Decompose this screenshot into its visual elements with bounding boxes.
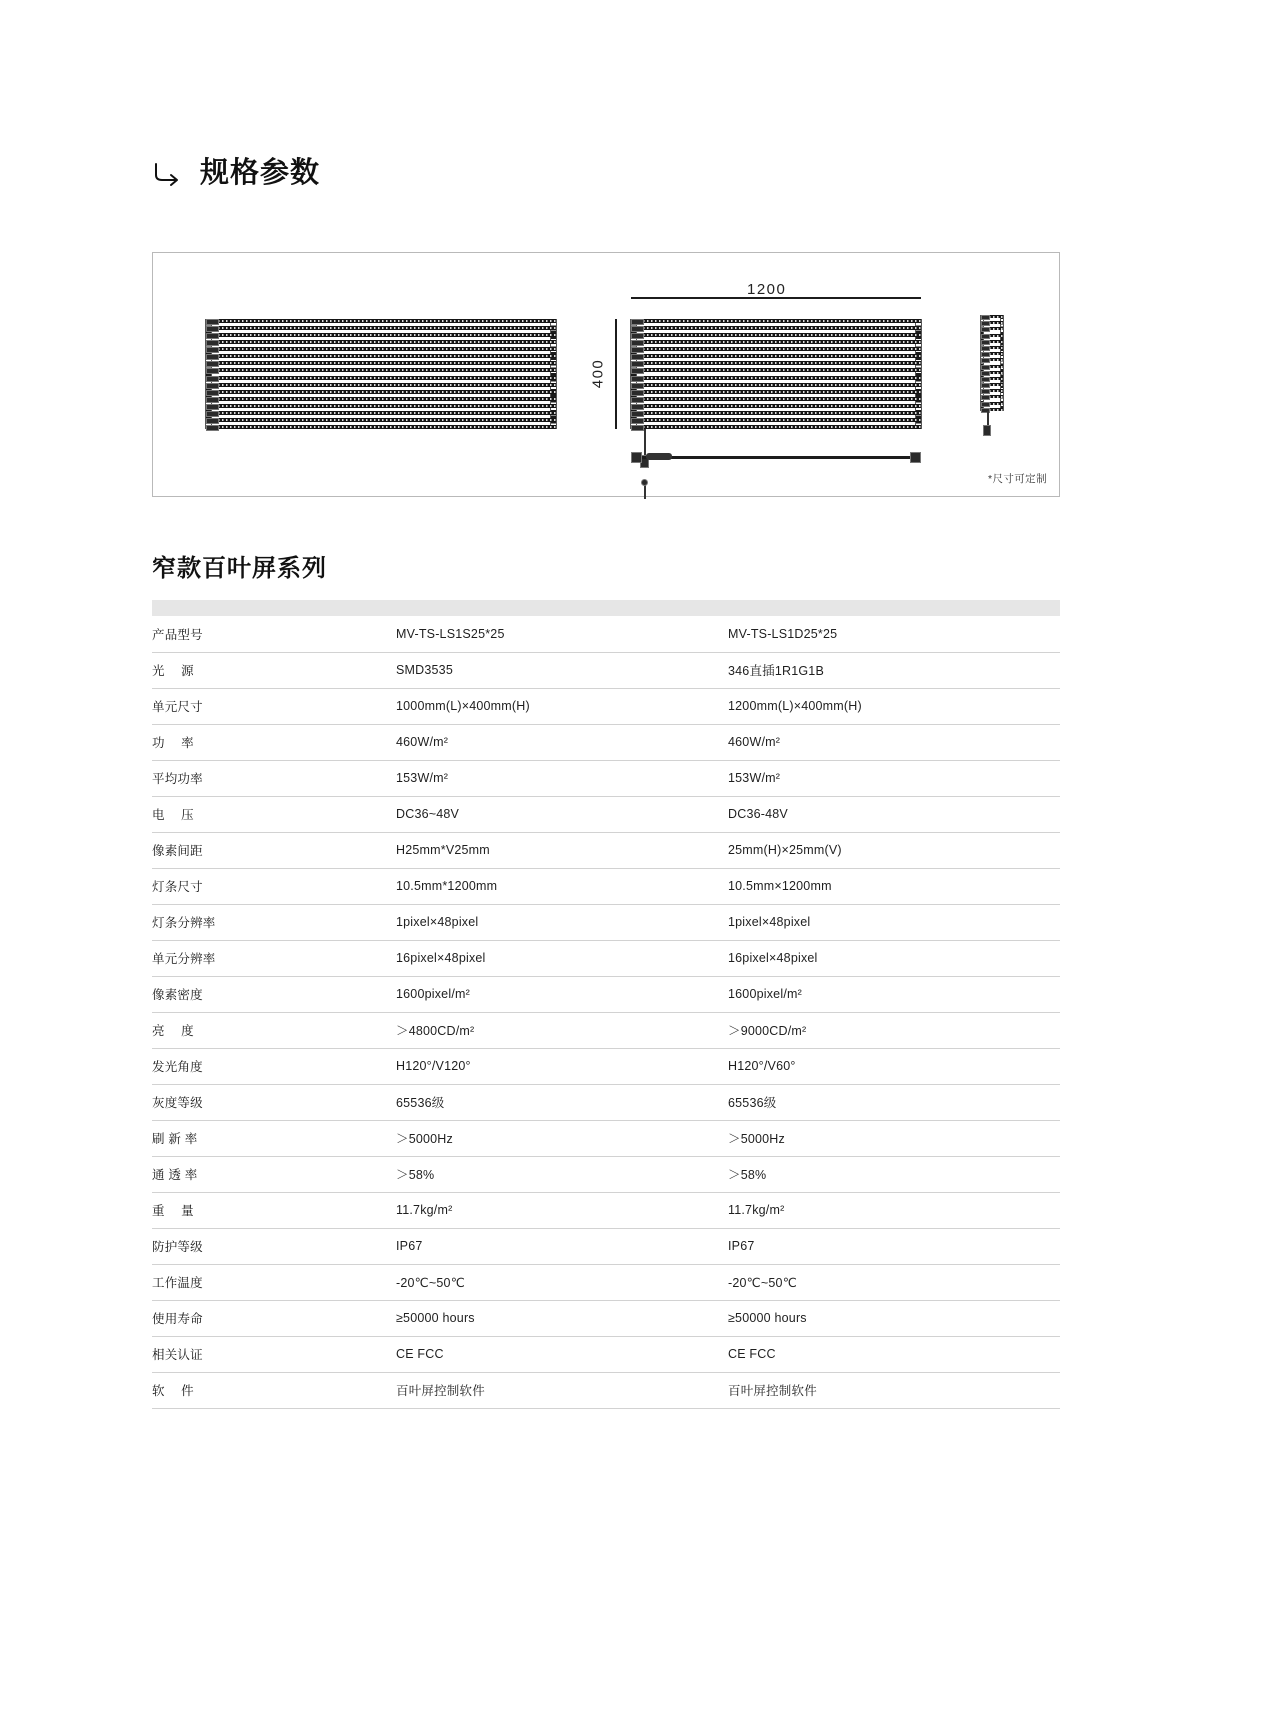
- table-row: [152, 1372, 1060, 1408]
- table-row: [152, 1264, 1060, 1300]
- row-value-model-a: ＞5000Hz: [396, 1120, 728, 1156]
- mounting-rail: [633, 456, 921, 459]
- led-strip: [631, 411, 921, 415]
- row-label: 发光角度: [152, 1048, 396, 1084]
- led-strip: [981, 358, 1003, 361]
- table-row: [152, 940, 1060, 976]
- led-strip: [206, 404, 556, 408]
- led-strip: [981, 371, 1003, 374]
- led-strip: [206, 418, 556, 422]
- row-label: 相关认证: [152, 1336, 396, 1372]
- row-label: 工作温度: [152, 1264, 396, 1300]
- row-label: 光 源: [152, 652, 396, 688]
- table-row: [152, 868, 1060, 904]
- table-row: [152, 1228, 1060, 1264]
- table-row: [152, 1300, 1060, 1336]
- led-strip: [631, 319, 921, 323]
- louver-panel-side-view: [981, 315, 1003, 411]
- led-strip: [631, 347, 921, 351]
- led-strip: [981, 340, 1003, 343]
- table-row: [152, 976, 1060, 1012]
- row-label: 像素密度: [152, 976, 396, 1012]
- row-value-model-b: ＞5000Hz: [728, 1120, 1060, 1156]
- led-strip: [631, 390, 921, 394]
- row-value-model-b: 10.5mm×1200mm: [728, 868, 1060, 904]
- row-value-model-a: 百叶屏控制软件: [396, 1372, 728, 1408]
- row-label: 通 透 率: [152, 1156, 396, 1192]
- row-label: 功 率: [152, 724, 396, 760]
- rail-cable: [646, 453, 672, 460]
- row-value-model-b: ≥50000 hours: [728, 1300, 1060, 1336]
- table-row: [152, 1048, 1060, 1084]
- row-value-model-b: MV-TS-LS1D25*25: [728, 616, 1060, 652]
- table-row: [152, 904, 1060, 940]
- led-strip: [206, 425, 556, 429]
- row-value-model-b: 346直插1R1G1B: [728, 652, 1060, 688]
- table-row: [152, 652, 1060, 688]
- row-value-model-b: 16pixel×48pixel: [728, 940, 1060, 976]
- led-strip: [981, 395, 1003, 398]
- side-view-connector: [983, 425, 991, 436]
- row-value-model-a: 1600pixel/m²: [396, 976, 728, 1012]
- row-value-model-a: MV-TS-LS1S25*25: [396, 616, 728, 652]
- led-strip: [631, 383, 921, 387]
- row-value-model-b: -20℃~50℃: [728, 1264, 1060, 1300]
- row-label: 刷 新 率: [152, 1120, 396, 1156]
- led-strip: [631, 397, 921, 401]
- led-strip: [981, 383, 1003, 386]
- row-label: 灯条尺寸: [152, 868, 396, 904]
- page-header: [152, 158, 320, 188]
- specification-table: [152, 600, 1060, 1409]
- row-value-model-a: DC36~48V: [396, 796, 728, 832]
- row-value-model-a: 1000mm(L)×400mm(H): [396, 688, 728, 724]
- row-value-model-b: 百叶屏控制软件: [728, 1372, 1060, 1408]
- row-value-model-b: 25mm(H)×25mm(V): [728, 832, 1060, 868]
- row-value-model-b: 153W/m²: [728, 760, 1060, 796]
- led-strip: [206, 333, 556, 337]
- dimension-line-height: [615, 319, 617, 429]
- customizable-size-note: *尺寸可定制: [988, 473, 1047, 485]
- table-row: [152, 724, 1060, 760]
- rail-endcap-left: [631, 452, 642, 463]
- table-row: [152, 1012, 1060, 1048]
- dimension-label-height: 400: [589, 358, 607, 389]
- row-value-model-b: H120°/V60°: [728, 1048, 1060, 1084]
- led-strip: [631, 376, 921, 380]
- row-value-model-a: 10.5mm*1200mm: [396, 868, 728, 904]
- table-row: [152, 1336, 1060, 1372]
- row-value-model-a: ＞58%: [396, 1156, 728, 1192]
- led-strip: [981, 365, 1003, 368]
- row-label: 亮 度: [152, 1012, 396, 1048]
- cable-connector-2: [641, 479, 648, 486]
- series-title: 窄款百叶屏系列: [152, 555, 327, 582]
- row-value-model-a: 1pixel×48pixel: [396, 904, 728, 940]
- row-value-model-b: 460W/m²: [728, 724, 1060, 760]
- louver-panel-center-view: [631, 319, 921, 429]
- row-value-model-a: 65536级: [396, 1084, 728, 1120]
- row-label: 重 量: [152, 1192, 396, 1228]
- led-strip: [981, 352, 1003, 355]
- row-label: 使用寿命: [152, 1300, 396, 1336]
- table-row: [152, 1192, 1060, 1228]
- louver-panel-left-view: [206, 319, 556, 429]
- row-value-model-b: IP67: [728, 1228, 1060, 1264]
- product-diagram-panel: [152, 252, 1060, 497]
- led-strip: [206, 361, 556, 365]
- row-value-model-a: SMD3535: [396, 652, 728, 688]
- row-value-model-b: ＞58%: [728, 1156, 1060, 1192]
- led-strip: [206, 347, 556, 351]
- led-strip: [981, 389, 1003, 392]
- led-strip: [206, 319, 556, 323]
- row-value-model-b: ＞9000CD/m²: [728, 1012, 1060, 1048]
- row-value-model-b: 11.7kg/m²: [728, 1192, 1060, 1228]
- power-cable-vertical: [644, 429, 646, 457]
- row-value-model-a: CE FCC: [396, 1336, 728, 1372]
- row-value-model-b: 1600pixel/m²: [728, 976, 1060, 1012]
- led-strip: [981, 334, 1003, 337]
- table-header-cell-label: [152, 600, 396, 616]
- row-value-model-b: CE FCC: [728, 1336, 1060, 1372]
- led-strip: [981, 327, 1003, 330]
- row-value-model-a: -20℃~50℃: [396, 1264, 728, 1300]
- led-strip: [981, 315, 1003, 318]
- row-value-model-a: IP67: [396, 1228, 728, 1264]
- table-header-row: [152, 600, 1060, 616]
- row-label: 防护等级: [152, 1228, 396, 1264]
- led-strip: [981, 377, 1003, 380]
- led-strip: [631, 326, 921, 330]
- table-body: [152, 616, 1060, 1408]
- led-strip: [981, 408, 1003, 411]
- row-label: 产品型号: [152, 616, 396, 652]
- table-header-cell-model-b: [728, 600, 1060, 616]
- led-strip: [206, 397, 556, 401]
- row-value-model-b: DC36-48V: [728, 796, 1060, 832]
- row-value-model-a: 153W/m²: [396, 760, 728, 796]
- row-label: 灰度等级: [152, 1084, 396, 1120]
- dimension-label-width: 1200: [747, 281, 787, 298]
- led-strip: [206, 376, 556, 380]
- row-label: 单元尺寸: [152, 688, 396, 724]
- led-strip: [981, 402, 1003, 405]
- led-strip: [631, 361, 921, 365]
- row-value-model-a: H25mm*V25mm: [396, 832, 728, 868]
- led-strip: [206, 354, 556, 358]
- table-row: [152, 796, 1060, 832]
- led-strip: [206, 390, 556, 394]
- led-strip: [631, 404, 921, 408]
- led-strip: [206, 383, 556, 387]
- table-header: [152, 600, 1060, 616]
- led-strip: [631, 418, 921, 422]
- row-label: 像素间距: [152, 832, 396, 868]
- led-strip: [206, 340, 556, 344]
- rail-endcap-right: [910, 452, 921, 463]
- table-row: [152, 1120, 1060, 1156]
- row-label: 单元分辨率: [152, 940, 396, 976]
- led-strip: [631, 333, 921, 337]
- led-strip: [631, 368, 921, 372]
- row-label: 软 件: [152, 1372, 396, 1408]
- table-row: [152, 832, 1060, 868]
- led-strip: [206, 368, 556, 372]
- table-row: [152, 688, 1060, 724]
- diagram-canvas: [153, 253, 1059, 496]
- led-strip: [981, 346, 1003, 349]
- table-row: [152, 760, 1060, 796]
- row-value-model-a: ＞4800CD/m²: [396, 1012, 728, 1048]
- led-strip: [206, 411, 556, 415]
- row-label: 灯条分辨率: [152, 904, 396, 940]
- table-row: [152, 1084, 1060, 1120]
- row-value-model-a: ≥50000 hours: [396, 1300, 728, 1336]
- table-header-cell-model-a: [396, 600, 728, 616]
- led-strip: [631, 354, 921, 358]
- row-value-model-b: 65536级: [728, 1084, 1060, 1120]
- table-row: [152, 1156, 1060, 1192]
- row-label: 电 压: [152, 796, 396, 832]
- row-value-model-b: 1200mm(L)×400mm(H): [728, 688, 1060, 724]
- led-strip: [631, 340, 921, 344]
- row-value-model-a: 460W/m²: [396, 724, 728, 760]
- row-value-model-a: 11.7kg/m²: [396, 1192, 728, 1228]
- table-row: [152, 616, 1060, 652]
- row-value-model-a: H120°/V120°: [396, 1048, 728, 1084]
- row-value-model-a: 16pixel×48pixel: [396, 940, 728, 976]
- row-value-model-b: 1pixel×48pixel: [728, 904, 1060, 940]
- row-label: 平均功率: [152, 760, 396, 796]
- arrow-turn-right-icon: [152, 158, 182, 188]
- led-strip: [981, 321, 1003, 324]
- page-title: 规格参数: [200, 156, 321, 189]
- led-strip: [631, 425, 921, 429]
- led-strip: [206, 326, 556, 330]
